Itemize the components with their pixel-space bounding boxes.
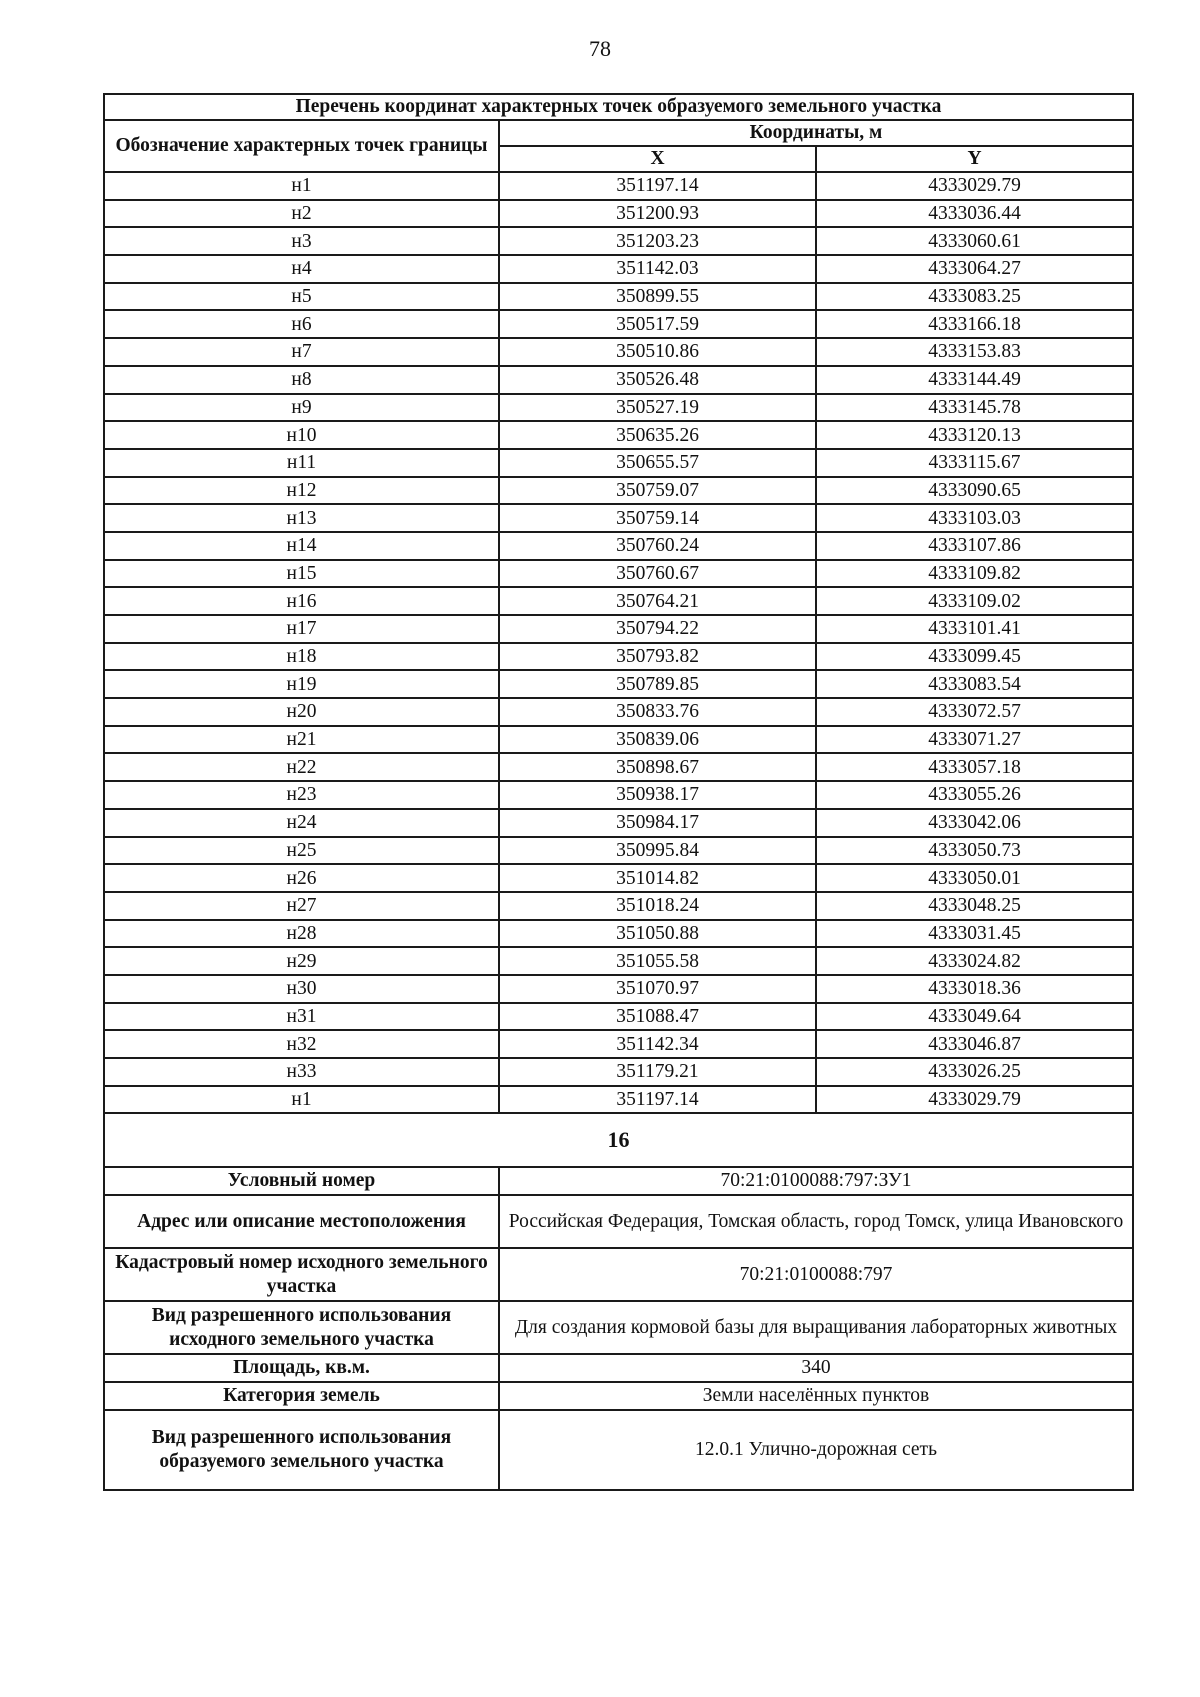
x-coordinate-cell: 350760.67	[499, 560, 816, 588]
coord-row	[104, 394, 1133, 422]
coord-row	[104, 587, 1133, 615]
point-cell: н22	[104, 753, 499, 781]
coord-row	[104, 200, 1133, 228]
point-cell: н1	[104, 172, 499, 200]
x-coordinate-cell: 350759.14	[499, 504, 816, 532]
coord-table-title: Перечень координат характерных точек образуемого земельного участка	[104, 94, 1133, 120]
x-coordinate-cell: 351200.93	[499, 200, 816, 228]
info-label: Адрес или описание местоположения	[104, 1195, 499, 1248]
y-coordinate-cell: 4333109.82	[816, 560, 1133, 588]
y-coordinate-cell: 4333049.64	[816, 1003, 1133, 1031]
coords-column-header: Координаты, м	[499, 120, 1133, 146]
point-cell: н9	[104, 394, 499, 422]
point-cell: н6	[104, 310, 499, 338]
info-value: 70:21:0100088:797	[499, 1248, 1133, 1301]
x-coordinate-cell: 351055.58	[499, 947, 816, 975]
x-coordinate-cell: 350760.24	[499, 532, 816, 560]
y-coordinate-cell: 4333101.41	[816, 615, 1133, 643]
point-cell: н7	[104, 338, 499, 366]
x-coordinate-cell: 351197.14	[499, 1086, 816, 1114]
x-column-header: X	[499, 146, 816, 172]
y-coordinate-cell: 4333072.57	[816, 698, 1133, 726]
point-cell: н24	[104, 809, 499, 837]
info-value: 12.0.1 Улично-дорожная сеть	[499, 1410, 1133, 1490]
y-coordinate-cell: 4333090.65	[816, 477, 1133, 505]
coord-row	[104, 809, 1133, 837]
coord-row	[104, 560, 1133, 588]
point-cell: н30	[104, 975, 499, 1003]
coord-row	[104, 892, 1133, 920]
coord-row	[104, 670, 1133, 698]
info-row	[104, 1195, 1133, 1248]
coord-row	[104, 615, 1133, 643]
coord-row	[104, 532, 1133, 560]
x-coordinate-cell: 350839.06	[499, 726, 816, 754]
coord-row	[104, 255, 1133, 283]
coord-row	[104, 947, 1133, 975]
y-coordinate-cell: 4333055.26	[816, 781, 1133, 809]
point-column-header: Обозначение характерных точек границы	[104, 120, 499, 172]
point-cell: н29	[104, 947, 499, 975]
x-coordinate-cell: 351179.21	[499, 1058, 816, 1086]
y-coordinate-cell: 4333103.03	[816, 504, 1133, 532]
y-coordinate-cell: 4333060.61	[816, 227, 1133, 255]
coord-row	[104, 227, 1133, 255]
point-cell: н26	[104, 864, 499, 892]
coord-row	[104, 421, 1133, 449]
y-coordinate-cell: 4333083.54	[816, 670, 1133, 698]
y-coordinate-cell: 4333029.79	[816, 172, 1133, 200]
point-cell: н13	[104, 504, 499, 532]
point-cell: н23	[104, 781, 499, 809]
x-coordinate-cell: 350526.48	[499, 366, 816, 394]
y-coordinate-cell: 4333042.06	[816, 809, 1133, 837]
y-coordinate-cell: 4333057.18	[816, 753, 1133, 781]
y-coordinate-cell: 4333018.36	[816, 975, 1133, 1003]
y-coordinate-cell: 4333083.25	[816, 283, 1133, 311]
point-cell: н2	[104, 200, 499, 228]
y-coordinate-cell: 4333153.83	[816, 338, 1133, 366]
point-cell: н11	[104, 449, 499, 477]
x-coordinate-cell: 350764.21	[499, 587, 816, 615]
y-coordinate-cell: 4333107.86	[816, 532, 1133, 560]
info-row	[104, 1167, 1133, 1195]
point-cell: н32	[104, 1030, 499, 1058]
x-coordinate-cell: 350833.76	[499, 698, 816, 726]
info-value: 340	[499, 1354, 1133, 1382]
coord-row	[104, 477, 1133, 505]
point-cell: н20	[104, 698, 499, 726]
point-cell: н33	[104, 1058, 499, 1086]
point-cell: н16	[104, 587, 499, 615]
coord-row	[104, 726, 1133, 754]
y-coordinate-cell: 4333036.44	[816, 200, 1133, 228]
x-coordinate-cell: 351014.82	[499, 864, 816, 892]
coord-row	[104, 1058, 1133, 1086]
y-coordinate-cell: 4333166.18	[816, 310, 1133, 338]
info-row	[104, 1410, 1133, 1490]
coord-row	[104, 698, 1133, 726]
point-cell: н8	[104, 366, 499, 394]
coord-row	[104, 310, 1133, 338]
point-cell: н12	[104, 477, 499, 505]
coord-row	[104, 864, 1133, 892]
point-cell: н28	[104, 920, 499, 948]
x-coordinate-cell: 350898.67	[499, 753, 816, 781]
x-coordinate-cell: 350899.55	[499, 283, 816, 311]
x-coordinate-cell: 351203.23	[499, 227, 816, 255]
info-label: Вид разрешенного использования образуемого земельного участка	[104, 1410, 499, 1490]
x-coordinate-cell: 351070.97	[499, 975, 816, 1003]
info-value: Российская Федерация, Томская область, город Томск, улица Ивановского	[499, 1195, 1133, 1248]
y-coordinate-cell: 4333029.79	[816, 1086, 1133, 1114]
point-cell: н17	[104, 615, 499, 643]
info-row	[104, 1354, 1133, 1382]
point-cell: н25	[104, 837, 499, 865]
y-coordinate-cell: 4333048.25	[816, 892, 1133, 920]
y-coordinate-cell: 4333064.27	[816, 255, 1133, 283]
y-coordinate-cell: 4333050.73	[816, 837, 1133, 865]
y-coordinate-cell: 4333144.49	[816, 366, 1133, 394]
x-coordinate-cell: 351018.24	[499, 892, 816, 920]
y-column-header: Y	[816, 146, 1133, 172]
info-label: Вид разрешенного использования исходного земельного участка	[104, 1301, 499, 1354]
point-cell: н4	[104, 255, 499, 283]
coord-row	[104, 366, 1133, 394]
y-coordinate-cell: 4333120.13	[816, 421, 1133, 449]
coord-row	[104, 172, 1133, 200]
point-cell: н27	[104, 892, 499, 920]
y-coordinate-cell: 4333050.01	[816, 864, 1133, 892]
x-coordinate-cell: 351050.88	[499, 920, 816, 948]
point-cell: н1	[104, 1086, 499, 1114]
coord-row	[104, 283, 1133, 311]
page-number: 78	[589, 36, 611, 61]
point-cell: н3	[104, 227, 499, 255]
coord-row	[104, 449, 1133, 477]
coord-row	[104, 920, 1133, 948]
x-coordinate-cell: 350789.85	[499, 670, 816, 698]
x-coordinate-cell: 351142.03	[499, 255, 816, 283]
x-coordinate-cell: 350995.84	[499, 837, 816, 865]
info-row	[104, 1301, 1133, 1354]
point-cell: н18	[104, 643, 499, 671]
coord-row	[104, 837, 1133, 865]
section-number: 16	[104, 1113, 1133, 1167]
coord-row	[104, 504, 1133, 532]
info-label: Кадастровый номер исходного земельного участка	[104, 1248, 499, 1301]
coord-table-title-row	[104, 94, 1133, 120]
coord-row	[104, 753, 1133, 781]
y-coordinate-cell: 4333071.27	[816, 726, 1133, 754]
x-coordinate-cell: 350984.17	[499, 809, 816, 837]
y-coordinate-cell: 4333145.78	[816, 394, 1133, 422]
x-coordinate-cell: 350517.59	[499, 310, 816, 338]
land-plot-table	[103, 93, 1134, 1491]
point-cell: н10	[104, 421, 499, 449]
x-coordinate-cell: 351142.34	[499, 1030, 816, 1058]
y-coordinate-cell: 4333031.45	[816, 920, 1133, 948]
x-coordinate-cell: 351088.47	[499, 1003, 816, 1031]
y-coordinate-cell: 4333115.67	[816, 449, 1133, 477]
y-coordinate-cell: 4333026.25	[816, 1058, 1133, 1086]
x-coordinate-cell: 350510.86	[499, 338, 816, 366]
info-value: Для создания кормовой базы для выращивания лабораторных животных	[499, 1301, 1133, 1354]
y-coordinate-cell: 4333109.02	[816, 587, 1133, 615]
coord-row	[104, 975, 1133, 1003]
x-coordinate-cell: 350794.22	[499, 615, 816, 643]
info-label: Условный номер	[104, 1167, 499, 1195]
y-coordinate-cell: 4333024.82	[816, 947, 1133, 975]
section-number-row	[104, 1113, 1133, 1167]
coord-table-header-row	[104, 120, 1133, 146]
x-coordinate-cell: 351197.14	[499, 172, 816, 200]
y-coordinate-cell: 4333099.45	[816, 643, 1133, 671]
y-coordinate-cell: 4333046.87	[816, 1030, 1133, 1058]
info-row	[104, 1382, 1133, 1410]
x-coordinate-cell: 350793.82	[499, 643, 816, 671]
coord-row	[104, 1030, 1133, 1058]
x-coordinate-cell: 350527.19	[499, 394, 816, 422]
coord-row	[104, 338, 1133, 366]
info-value: 70:21:0100088:797:ЗУ1	[499, 1167, 1133, 1195]
coord-row	[104, 1086, 1133, 1114]
x-coordinate-cell: 350938.17	[499, 781, 816, 809]
info-value: Земли населённых пунктов	[499, 1382, 1133, 1410]
point-cell: н15	[104, 560, 499, 588]
point-cell: н5	[104, 283, 499, 311]
point-cell: н21	[104, 726, 499, 754]
x-coordinate-cell: 350655.57	[499, 449, 816, 477]
coord-row	[104, 781, 1133, 809]
info-label: Площадь, кв.м.	[104, 1354, 499, 1382]
info-row	[104, 1248, 1133, 1301]
x-coordinate-cell: 350759.07	[499, 477, 816, 505]
info-label: Категория земель	[104, 1382, 499, 1410]
coord-row	[104, 643, 1133, 671]
point-cell: н31	[104, 1003, 499, 1031]
x-coordinate-cell: 350635.26	[499, 421, 816, 449]
coord-row	[104, 1003, 1133, 1031]
point-cell: н14	[104, 532, 499, 560]
point-cell: н19	[104, 670, 499, 698]
